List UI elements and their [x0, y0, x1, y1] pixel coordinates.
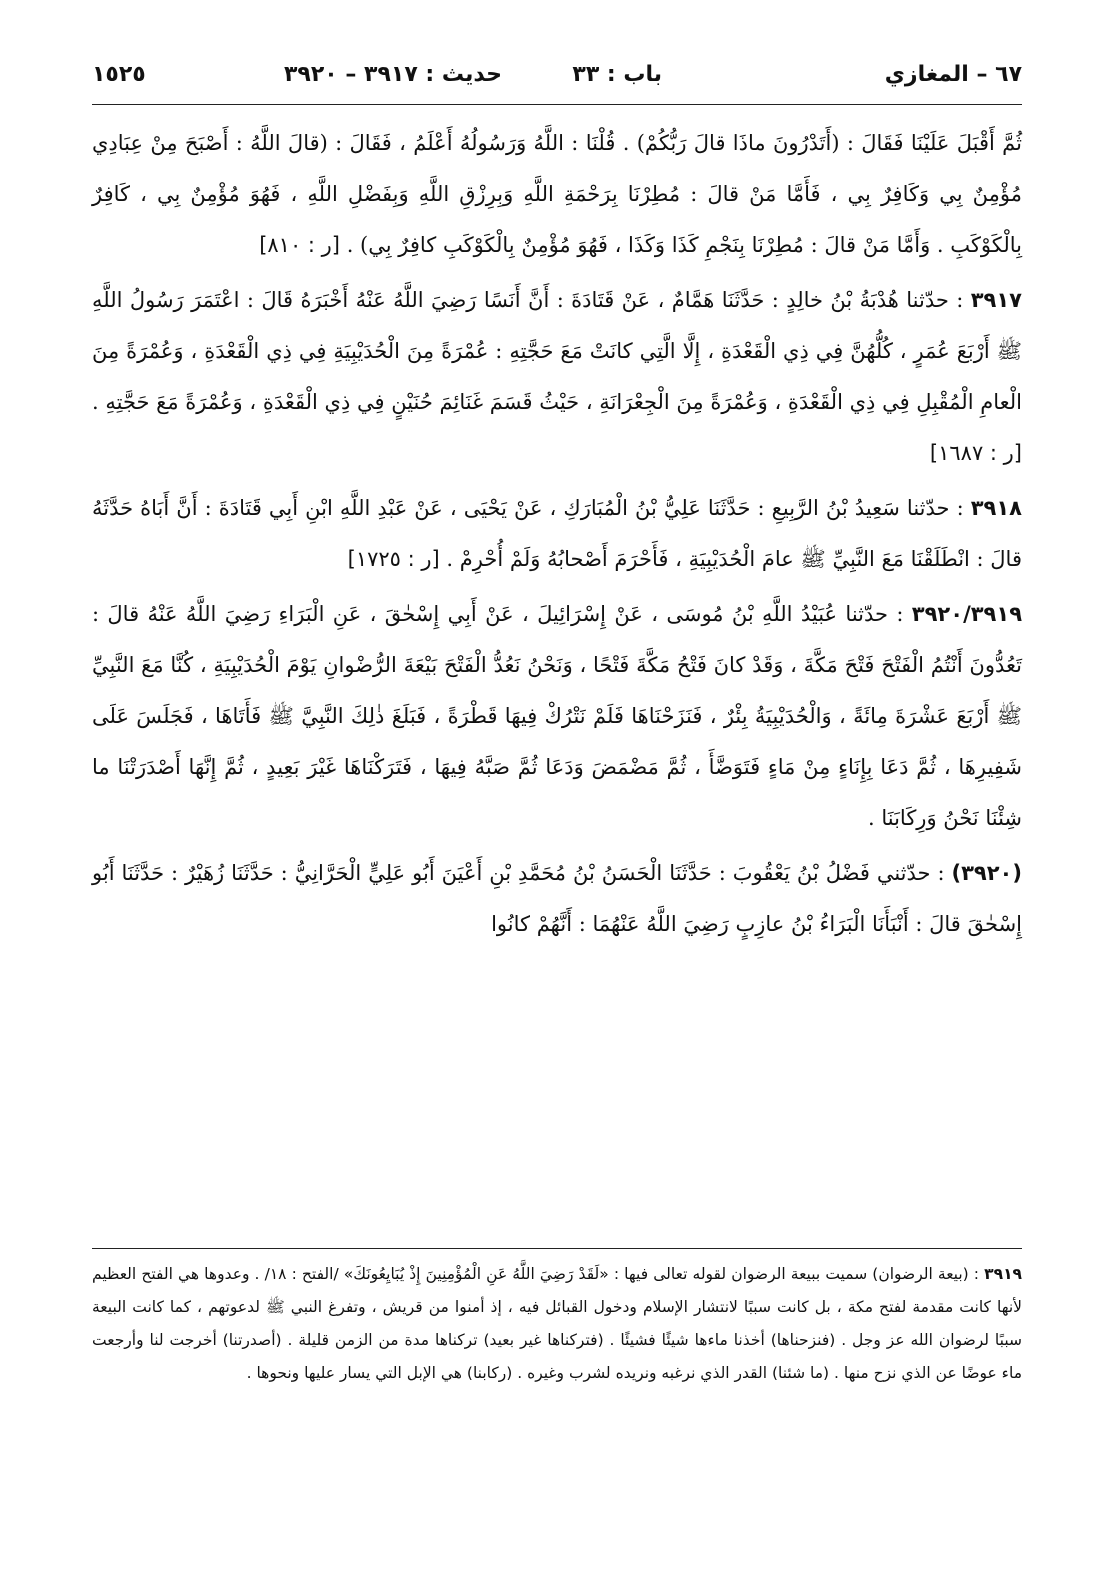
cross-reference: [ر : ٨١٠] [259, 233, 340, 257]
cross-reference: [ر : ١٦٨٧] [929, 441, 1022, 465]
hadith-number: (٣٩٢٠) [951, 861, 1022, 885]
running-header [92, 58, 1022, 98]
cross-reference: [ر : ١٧٢٥] [347, 547, 440, 571]
footnote-divider [92, 1248, 1022, 1249]
hadith-paragraph [92, 848, 1022, 950]
paragraph-text: : حدّثني فَضْلُ بْنُ يَعْقُوبَ : حَدَّثَنَا الْحَسَنُ بْنُ مُحَمَّدِ بْنِ أَعْيَنَ أَبُو عَلِيٍّ الْحَرَّانِيُّ : حَدَّثَنَا زُهَيْرٌ : حَدَّثَنَا أَبُو إِسْحٰقَ قالَ : أَنْبَأَنَا الْبَرَاءُ بْنُ عازِبٍ رَضِيَ اللَّهُ عَنْهُمَا : أَنَّهُمْ كانُوا [92, 861, 1022, 936]
chapter-title: ٦٧ – المغازي [884, 62, 1022, 87]
hadith-number: ٣٩١٧ [970, 288, 1022, 312]
hadith-paragraph [92, 589, 1022, 844]
paragraph-text: : حدّثنا هُدْبَةُ بْنُ خالِدٍ : حَدَّثَنَا هَمَّامٌ ، عَنْ قَتَادَةَ : أَنَّ أَنَسًا رَضِيَ اللَّهُ عَنْهُ أَخْبَرَهُ قَالَ : اعْتَمَرَ رَسُولُ اللَّهِ ﷺ أَرْبَعَ عُمَرٍ ، كُلُّهُنَّ فِي ذِي الْقَعْدَةِ ، إِلَّا الَّتِي كانَتْ مَعَ حَجَّتِهِ : عُمْرَةً مِنَ الْحُدَيْبِيَةِ فِي ذِي الْقَعْدَةِ ، وَعُمْرَةً مِنَ الْعامِ الْمُقْبِلِ فِي ذِي الْقَعْدَةِ ، وَعُمْرَةً مِنَ الْجِعْرَانَةِ ، حَيْثُ قَسَمَ غَنَائِمَ حُنَيْنٍ فِي ذِي الْقَعْدَةِ ، وَعُمْرَةً مَعَ حَجَّتِهِ . [92, 288, 1022, 414]
paragraph-text: ثُمَّ أَقْبَلَ عَلَيْنَا فَقَالَ : (أَتَدْرُونَ ماذَا قالَ رَبُّكُمْ) . قُلْنَا : اللَّهُ وَرَسُولُهُ أَعْلَمُ ، فَقَالَ : (قالَ اللَّهُ : أَصْبَحَ مِنْ عِبَادِي مُؤْمِنٌ بِي وَكَافِرٌ بِي ، فَأَمَّا مَنْ قالَ : مُطِرْنَا بِرَحْمَةِ اللَّهِ وَبِرِزْقِ اللَّهِ وَبِفَضْلِ اللَّهِ ، فَهُوَ مُؤْمِنٌ بِي ، كَافِرٌ بِالْكَوْكَبِ . وَأَمَّا مَنْ قالَ : مُطِرْنَا بِنَجْمِ كَذَا وَكَذَا ، فَهُوَ مُؤْمِنٌ بِالْكَوْكَبِ كافِرٌ بِي) . [92, 131, 1022, 257]
footnote [92, 1258, 1022, 1390]
footnote-number: ٣٩١٩ [984, 1265, 1022, 1283]
hadith-number: ٣٩٢٠/٣٩١٩ [911, 602, 1023, 626]
footnote-text: : (بيعة الرضوان) سميت ببيعة الرضوان لقوله تعالى فيها : «لَقَدْ رَضِيَ اللَّهُ عَنِ الْمُؤْمِنِينَ إِذْ يُبَايِعُونَكَ» /الفتح : ١٨/ . وعدوها هي الفتح العظيم لأنها كانت مقدمة لفتح مكة ، بل كانت سببًا لانتشار الإسلام ودخول القبائل فيه ، إذ أمنوا من قريش ، وتفرغ النبي ﷺ لدعوتهم ، كما كانت البيعة سببًا لرضوان الله عز وجل . (فنزحناها) أخذنا ماءها شيئًا فشيئًا . (فتركناها غير بعيد) تركناها مدة من الزمن قليلة . (أصدرتنا) أخرجت لنا وأرجعت ماء عوضًا عن الذي نزح منها . (ما شئنا) القدر الذي نرغبه ونريده لشرب وغيره . (ركابنا) هي الإبل التي يسار عليها ونحوها . [92, 1265, 1022, 1382]
main-text [92, 118, 1022, 950]
hadith-range: حديث : ٣٩١٧ – ٣٩٢٠ [284, 62, 502, 87]
bab-label: باب : ٣٣ [572, 62, 662, 87]
hadith-number: ٣٩١٨ [970, 496, 1022, 520]
paragraph [92, 118, 1022, 271]
hadith-paragraph [92, 275, 1022, 479]
paragraph-text: : حدّثنا عُبَيْدُ اللَّهِ بْنُ مُوسَى ، عَنْ إِسْرَائِيلَ ، عَنْ أَبِي إِسْحٰقَ ، عَنِ الْبَرَاءِ رَضِيَ اللَّهُ عَنْهُ قالَ : تَعُدُّونَ أَنْتُمُ الْفَتْحَ فَتْحَ مَكَّةَ ، وَقَدْ كانَ فَتْحُ مَكَّةَ فَتْحًا ، وَنَحْنُ نَعُدُّ الْفَتْحَ بَيْعَةَ الرُّضْوانِ يَوْمَ الْحُدَيْبِيَةِ ، كُنَّا مَعَ النَّبِيِّ ﷺ أَرْبَعَ عَشْرَةَ مِائَةً ، وَالْحُدَيْبِيَةُ بِئْرٌ ، فَنَزَحْنَاهَا فَلَمْ نَتْرُكْ فِيهَا قَطْرَةً ، فَبَلَغَ ذٰلِكَ النَّبِيَّ ﷺ فَأَتَاهَا ، فَجَلَسَ عَلَى شَفِيرِهَا ، ثُمَّ دَعَا بِإِنَاءٍ مِنْ مَاءٍ فَتَوَضَّأَ ، ثُمَّ مَضْمَضَ وَدَعَا ثُمَّ صَبَّهُ فِيهَا ، فَتَرَكْنَاهَا غَيْرَ بَعِيدٍ ، ثُمَّ إِنَّهَا أَصْدَرَتْنَا ما شِئْنَا نَحْنُ وَرِكَابَنَا . [92, 602, 1022, 830]
paragraph-text: : حدّثنا سَعِيدُ بْنُ الرَّبِيعِ : حَدَّثَنَا عَلِيُّ بْنُ الْمُبَارَكِ ، عَنْ يَحْيَى ، عَنْ عَبْدِ اللَّهِ ابْنِ أَبِي قَتَادَةَ : أَنَّ أَبَاهُ حَدَّثَهُ قالَ : انْطَلَقْنَا مَعَ النَّبِيِّ ﷺ عامَ الْحُدَيْبِيَةِ ، فَأَحْرَمَ أَصْحابُهُ وَلَمْ أُحْرِمْ . [92, 496, 1022, 571]
footnote-paragraph [92, 1258, 1022, 1390]
hadith-paragraph [92, 483, 1022, 585]
header-divider [92, 104, 1022, 105]
page-number: ١٥٢٥ [92, 62, 146, 87]
